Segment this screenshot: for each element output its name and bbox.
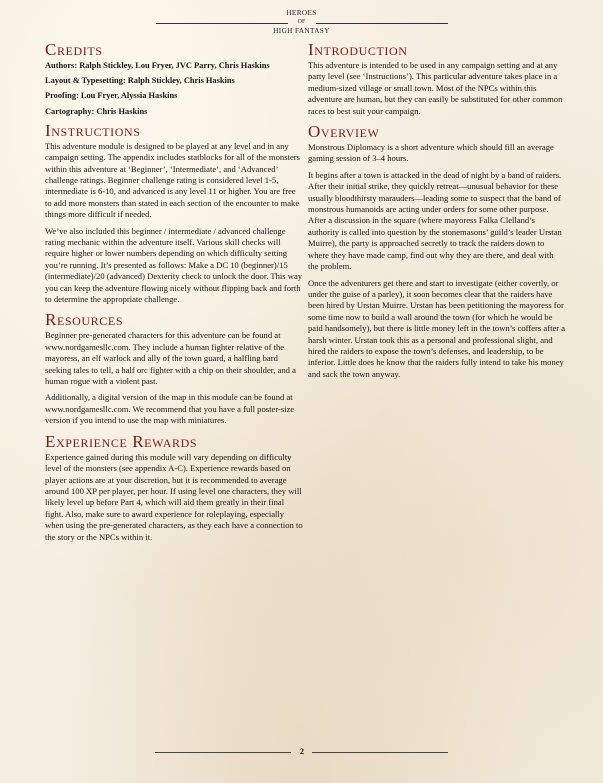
header-of: OF [297,19,306,25]
experience-rewards-heading: Experience Rewards [45,431,198,451]
resources-heading: Resources [45,310,124,330]
credit-layout: Layout & Typesetting: Ralph Stickley, Chris Haskins [45,76,235,86]
credits-heading: Credits [45,40,103,59]
right-column [308,40,566,385]
header-title-line1: HEROES [286,9,317,17]
instructions-paragraph: This adventure module is designed to be played at any level and in any campaign setting. The appendix includes statblocks for all of the monsters within this adventure at ‘Beginner’, ‘Intermediate’, and ‘Advanced’ challenge ratings. Beginner challenge rating is considered level 1-5, intermediate is 6-10, and advanced is any level 11 or higher. You are free to add more monsters than stated in each section of the encounter to make things more difficult if needed. [45,140,300,220]
page-number: 2 [300,747,304,756]
running-header [0,9,603,36]
overview-paragraph: Once the adventurers get there and start to investigate (either covertly, or under the guise of a parley), it soon becomes clear that the raiders have been hired by Urstan Muirre. Urstan has been petitioning the mayoress for some time now to build a wall around the town (for which he would be paid handsomely), but there is little money left in the town’s coffers after a harsh winter. Urstan took this as a personal and professional slight, and hired the raiders to expose the town’s defenses, and leadership, to be inferior. Little does he know that the raiders fully intend to take his money and sack the town anyway. [308,277,566,379]
resources-paragraph: Additionally, a digital version of the map in this module can be found at www.nordgamesllc.com. We recommend that you have a full poster-size version if you intend to use the map with miniatures. [45,392,295,426]
footer-rule-right [312,752,448,753]
credit-authors: Authors: Ralph Stickley, Lou Fryer, JVC Parry, Chris Haskins [45,61,270,70]
credit-cartography: Cartography: Chris Haskins [45,106,148,116]
left-column [45,40,303,548]
overview-paragraph: Monstrous Diplomacy is a short adventure which should fill an average gaming session of 3–4 hours. [308,142,554,164]
header-rule-right [316,23,448,24]
resources-paragraph: Beginner pre-generated characters for this adventure can be found at www.nordgamesllc.com. They include a human fighter relative of the mayoress, an elf warlock and ally of the town guard, a halfling bard seeking tales to tell, a half orc fighter with a chip on their shoulder, and a human rogue with a violent past. [45,330,296,387]
credits-section [45,40,303,117]
page-footer [0,746,603,758]
experience-rewards-section [45,432,303,543]
footer-rule-left [155,752,291,753]
overview-paragraph: It begins after a town is attacked in the dead of night by a band of raiders. After their initial strike, they quickly retreat—unusual behavior for these usually bloodthirsty marauders—leading some to suspect that the band of monstrous humanoids are acting under orders for some other purpose. After a discussion in the square (where mayoress Falka Clelland’s authority is called into question by the stonemasons’ guild’s leader Urstan Muirre), the party is approached secretly to track the raiders down to where they have made camp, find out why they are there, and deal with the problem. [308,169,562,272]
instructions-paragraph: We’ve also included this beginner / intermediate / advanced challenge rating mechanic within the adventure itself. Various skill checks will require higher or lower numbers depending on which difficulty setting you’re running. It’s presented as follows: Make a DC 10 (beginner)/15 (intermediate)/20 (advanced) Dexterity check to unlock the door. This way you can keep the adventure flowing nicely without flipping back and forth to determine the appropriate challenge. [45,225,303,305]
header-title-line3: HIGH FANTASY [273,27,330,35]
instructions-heading: Instructions [45,120,141,140]
header-rule-left [156,23,288,24]
introduction-paragraph: This adventure is intended to be used in any campaign setting and at any party level (see ‘Instructions’). This particular adventure takes place in a medium-sized village or small town. Most of the NPCs within this adventure are human, but they can easily be substituted for other common races to best suit your campaign. [308,60,563,116]
header-title-line2 [0,18,603,27]
introduction-heading: Introduction [308,40,408,59]
overview-section [308,122,566,380]
instructions-section [45,121,303,306]
resources-section [45,310,303,426]
overview-heading: Overview [308,122,380,142]
introduction-section [308,40,566,117]
credit-proofing: Proofing: Lou Fryer, Alyssia Haskins [45,91,178,101]
experience-paragraph: Experience gained during this module will vary depending on difficulty level of the monsters (see appendix A-C). Experience rewards based on player actions are at your discretion, but it is recommended to average around 100 XP per player, per hour. If using level one characters, they will likely level up before Part 4, which will aid them greatly in their final fight. Also, make sure to award experience for roleplaying, especially when using the pre-generated characters, as they each have a connection to the story or the NPCs within it. [45,451,303,542]
